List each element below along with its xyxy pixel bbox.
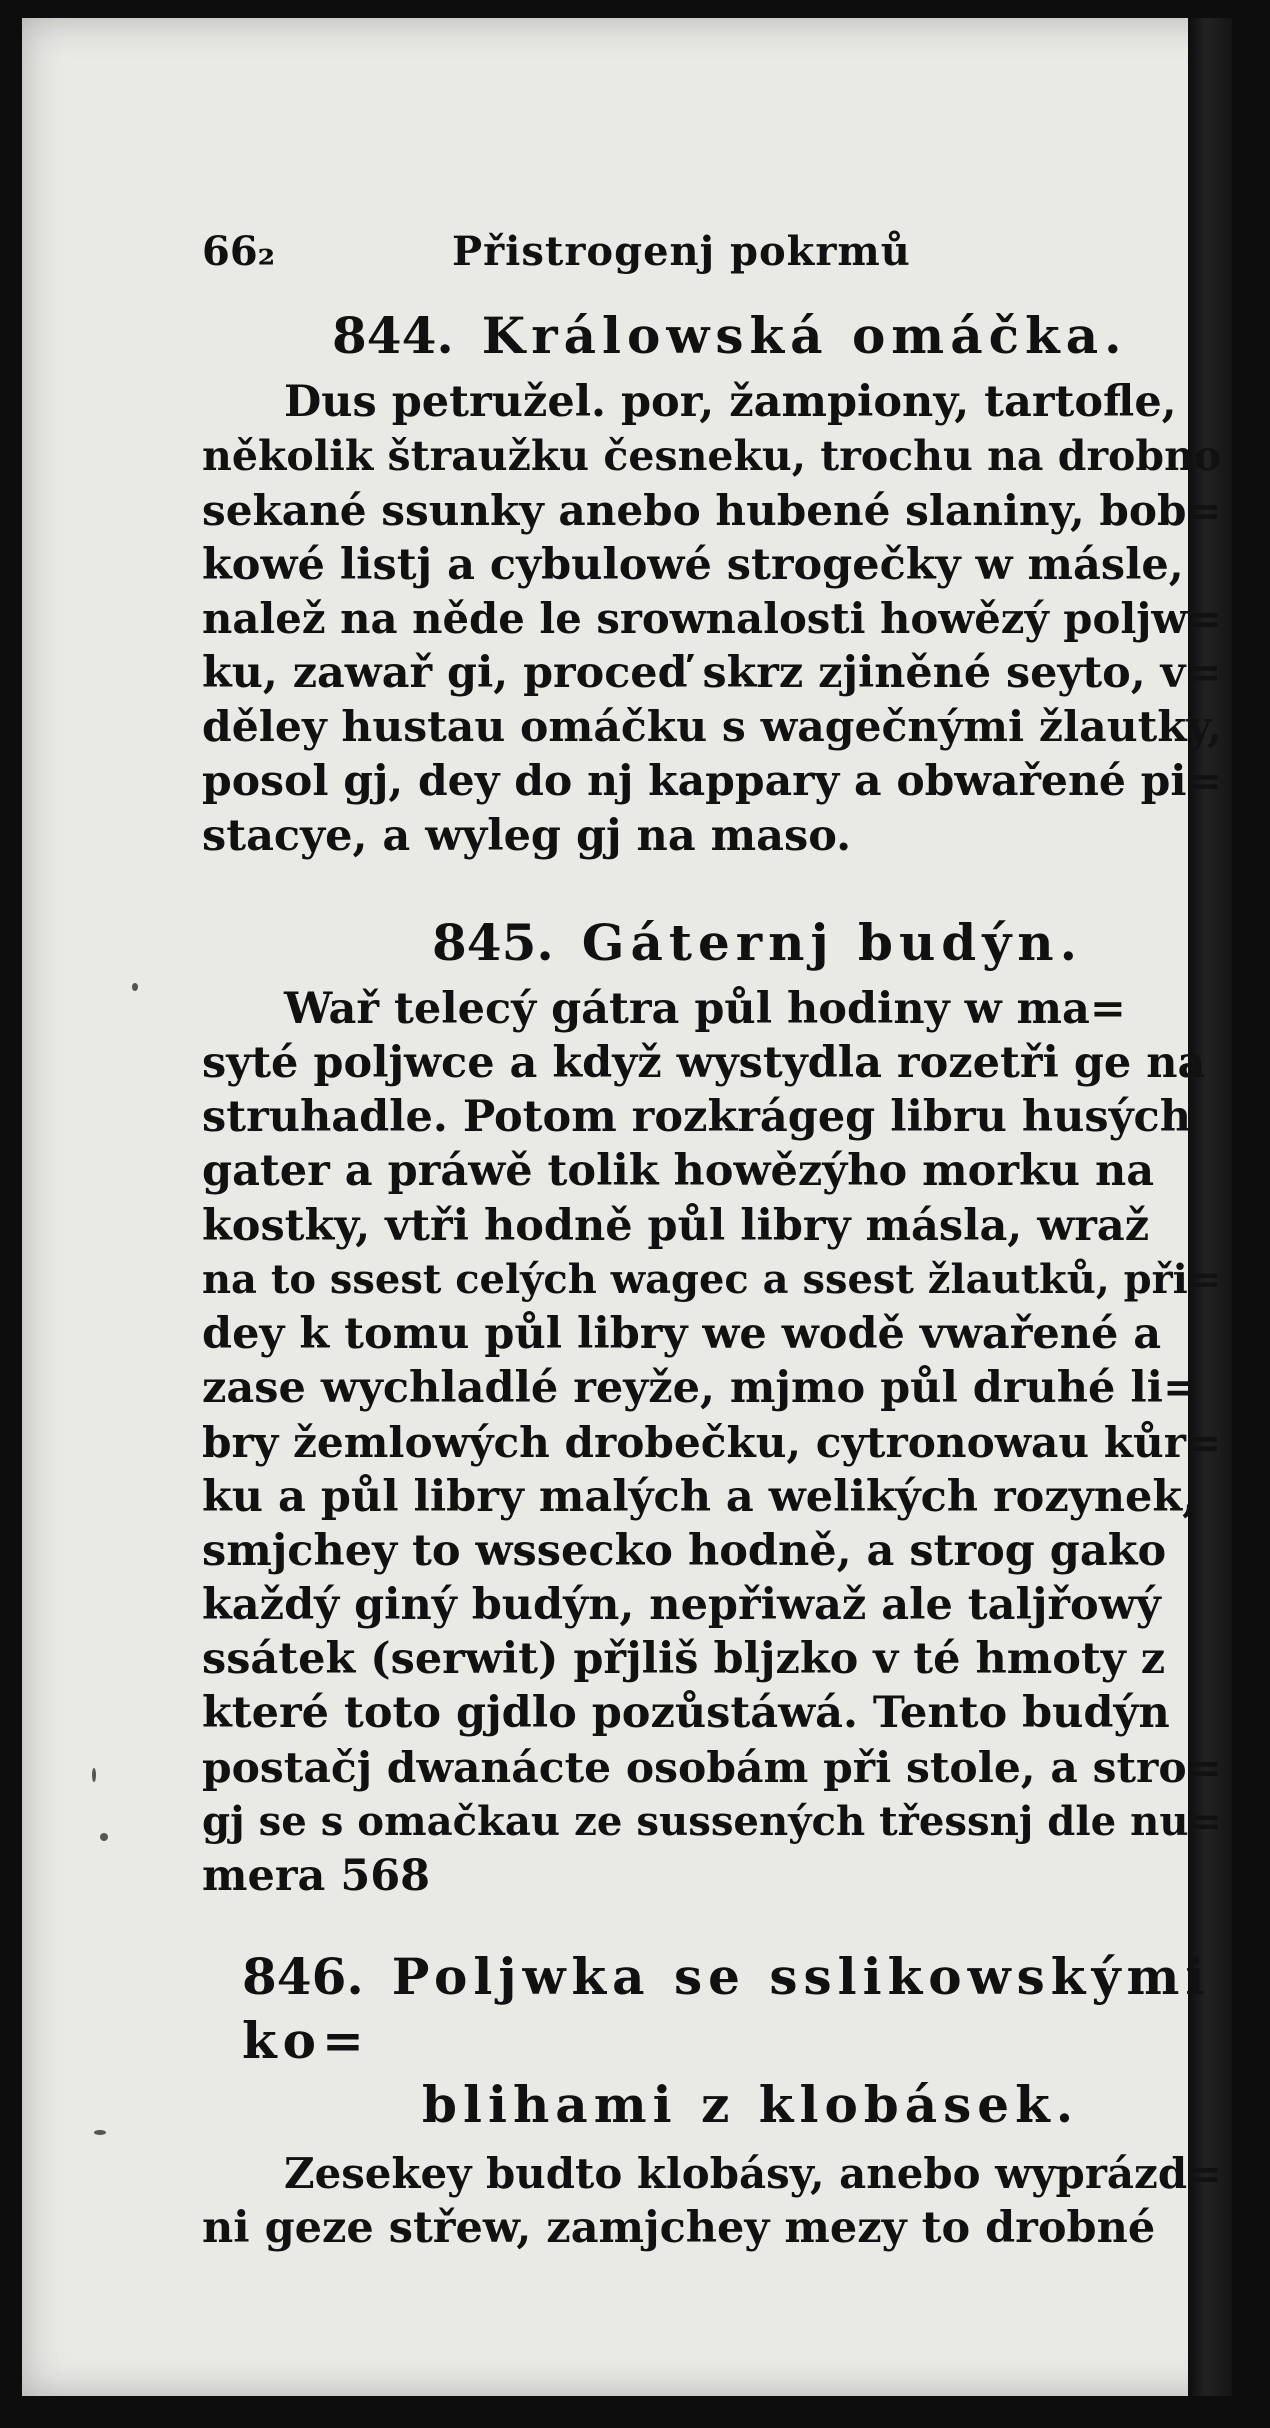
recipe-title-line2: blihami z klobásek. [422,2075,1080,2135]
text-line: kowé listj a cybulowé strogečky w másle, [202,539,1184,590]
text-line: Dus petružel. por, žampiony, tartofle, [284,377,1177,427]
recipe-number: 846. [242,1947,364,2007]
text-line: bry žemlowých drobečku, cytronowau kůr= [202,1417,1222,1468]
text-line: gj se s omačkau ze sussených třessnj dle nu= [202,1797,1223,1845]
recipe-text-846 [202,2147,1222,2255]
recipe-title: Gáternj budýn. [581,912,1084,972]
text-line: každý giný budýn, nepřiwaž ale taljřowý [202,1580,1161,1631]
text-line: posol gj, dey do nj kappary a obwařené pi= [202,756,1223,807]
text-line: Wař telecý gátra půl hodiny w ma= [284,983,1126,1034]
text-line: syté poljwce a když wystydla rozetři ge na [202,1038,1206,1089]
recipe-text-845 [202,982,1222,1903]
margin-speck [132,983,138,991]
text-line: ku a půl libry malých a welikých rozynek, [202,1471,1198,1522]
recipe-title: Poljwka se sslikowskými ko= [242,1947,1211,2071]
text-line: na to ssest celých wagec a ssest žlautků, při= [202,1255,1222,1303]
recipe-heading-846 [202,1945,1222,2137]
text-line: stacye, a wyleg gj na maso. [202,810,852,861]
text-line: gater a práwě tolik howězýho morku na [202,1146,1155,1197]
text-line: mera 568 [202,1851,431,1902]
text-line: kostky, vtři hodně půl libry másla, wraž [202,1200,1150,1251]
text-line: děley hustau omáčku s wagečnými žlautky, [202,702,1223,753]
recipe-text-844 [202,375,1222,863]
page-header [202,228,1222,288]
recipe-number: 845. [432,912,554,972]
margin-speck [92,1768,96,1782]
text-line: nalež na něde le srownalosti howězý poljw= [202,593,1223,643]
text-line: ku, zawař gi, proceď skrz zjiněné seyto, v= [202,648,1222,699]
margin-speck [94,2130,106,2135]
text-line: které toto gjdlo pozůstáwá. Tento budýn [202,1688,1170,1739]
text-line: postačj dwanácte osobám při stole, a stro= [202,1742,1223,1793]
text-line: několik štraužku česneku, trochu na drobno [202,431,1222,481]
text-line: ni geze střew, zamjchey mezy to drobné [202,2203,1156,2254]
recipe-heading-844 [202,306,1222,365]
recipe-title: Králowská omáčka. [481,306,1128,365]
recipe-heading-845 [202,913,1222,972]
page-text [202,228,1222,2256]
text-line: ssátek (serwit) přjliš bljzko v té hmoty z [202,1634,1166,1685]
margin-speck [100,1833,108,1841]
recipe-number: 844. [332,306,454,365]
book-page [22,18,1232,2396]
text-line: struhadle. Potom rozkrágeg libru husých [202,1092,1191,1143]
text-line: sekané ssunky anebo hubené slaniny, bob= [202,485,1222,536]
text-line: dey k tomu půl libry we wodě vwařené a [202,1309,1162,1360]
running-title: Přistrogenj pokrmů [452,228,911,275]
text-line: smjchey to wssecko hodně, a strog gako [202,1525,1167,1576]
text-line: Zesekey budto klobásy, anebo wyprázd= [284,2149,1223,2199]
text-line: zase wychladlé reyže, mjmo půl druhé li= [202,1363,1200,1414]
page-number: 66₂ [202,228,276,275]
